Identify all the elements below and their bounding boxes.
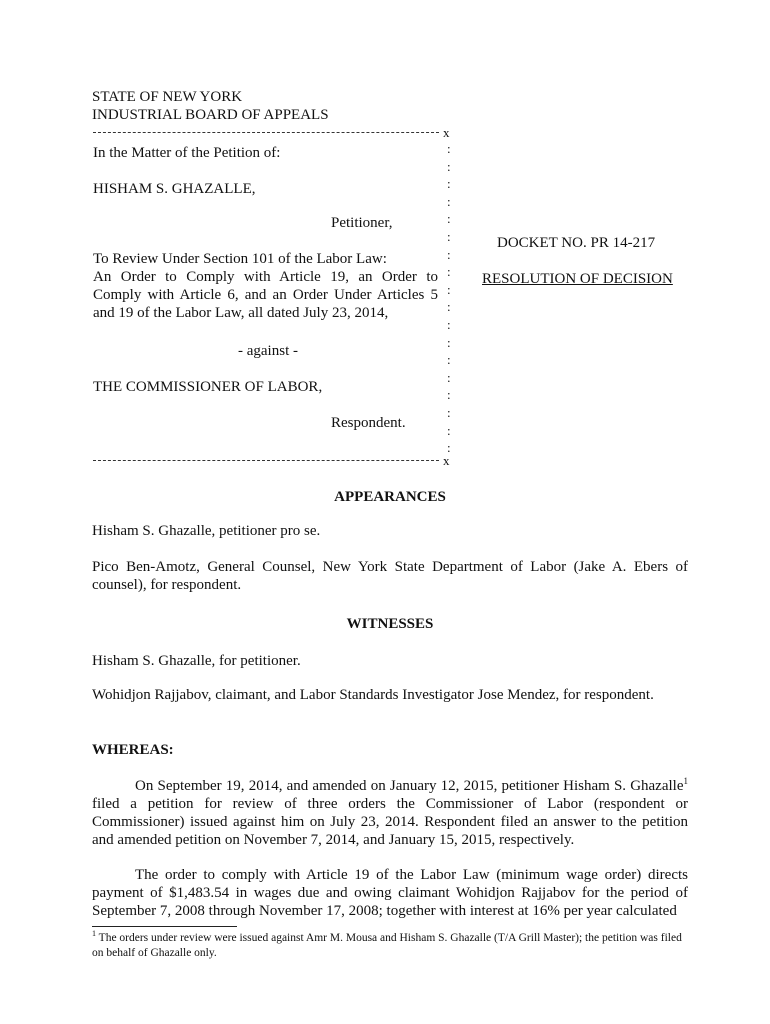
appearance-petitioner: Hisham S. Ghazalle, petitioner pro se.	[92, 523, 321, 539]
footnote-reference: 1	[683, 776, 688, 786]
respondent-role: Respondent.	[331, 415, 406, 431]
footnote-rule	[92, 926, 237, 927]
whereas-paragraph-2: The order to comply with Article 19 of the Labor Law (minimum wage order) directs payment of $1,483.54 in wages due and owing claimant Wohidjon Rajjabov for the period of September 7, 2008 through November 17, 2008; together with interest at 16% per year calculated	[92, 867, 688, 919]
caption-top-x: x	[443, 125, 450, 140]
review-line-2: An Order to Comply with Article 19, an Order to	[93, 269, 438, 285]
footnote-text: The orders under review were issued against Amr M. Mousa and Hisham S. Ghazalle (T/A Grill Master); the petition was filed on behalf of Ghazalle only.	[92, 932, 682, 959]
review-line-1: To Review Under Section 101 of the Labor Law:	[93, 251, 387, 267]
colon: :	[447, 158, 451, 174]
document-title: RESOLUTION OF DECISION	[482, 271, 673, 287]
colon: :	[447, 299, 451, 315]
appearances-heading: APPEARANCES	[334, 489, 446, 505]
colon: :	[447, 281, 451, 297]
state-heading: STATE OF NEW YORK	[92, 89, 243, 105]
colon: :	[447, 387, 451, 403]
caption-bottom-x: x	[443, 453, 450, 468]
colon: :	[447, 141, 451, 156]
caption-colon-column	[447, 140, 455, 457]
whereas-paragraph-1	[92, 777, 688, 849]
review-line-4: and 19 of the Labor Law, all dated July 23, 2014,	[93, 305, 389, 321]
witness-petitioner: Hisham S. Ghazalle, for petitioner.	[92, 653, 301, 669]
caption-top-rule	[93, 132, 439, 133]
footnote-marker: 1	[92, 929, 96, 939]
colon: :	[447, 334, 451, 350]
colon: :	[447, 193, 451, 209]
footnote	[92, 931, 688, 961]
petitioner-name: HISHAM S. GHAZALLE,	[93, 181, 256, 197]
colon: :	[447, 404, 451, 420]
petitioner-role: Petitioner,	[331, 215, 393, 231]
appearance-respondent: Pico Ben-Amotz, General Counsel, New York State Department of Labor (Jake A. Ebers of counsel), for respondent.	[92, 559, 688, 593]
witness-respondent: Wohidjon Rajjabov, claimant, and Labor Standards Investigator Jose Mendez, for respondent.	[92, 687, 654, 703]
docket-number: DOCKET NO. PR 14-217	[497, 235, 656, 251]
colon: :	[447, 264, 451, 280]
colon: :	[447, 246, 451, 262]
colon: :	[447, 369, 451, 385]
against-line: - against -	[238, 343, 298, 359]
colon: :	[447, 440, 451, 456]
board-heading: INDUSTRIAL BOARD OF APPEALS	[92, 107, 329, 123]
colon: :	[447, 352, 451, 368]
whereas-heading: WHEREAS:	[92, 742, 174, 758]
matter-line: In the Matter of the Petition of:	[93, 145, 281, 161]
paragraph-1-text: On September 19, 2014, and amended on January 12, 2015, petitioner Hisham S. Ghazalle	[135, 778, 684, 794]
colon: :	[447, 228, 451, 244]
colon: :	[447, 211, 451, 227]
caption-bottom-rule	[93, 460, 439, 461]
respondent-name: THE COMMISSIONER OF LABOR,	[93, 379, 323, 395]
colon: :	[447, 316, 451, 332]
witnesses-heading: WITNESSES	[346, 616, 434, 632]
review-line-3: Comply with Article 6, and an Order Under Articles 5	[93, 287, 438, 303]
paragraph-1-text-rest: filed a petition for review of three orders the Commissioner of Labor (respondent or Commissioner) issued against him on July 23, 2014. Respondent filed an answer to the petition and amended petition on November 7, 2014, and January 15, 2015, respectively.	[92, 796, 688, 848]
colon: :	[447, 422, 451, 438]
colon: :	[447, 176, 451, 192]
